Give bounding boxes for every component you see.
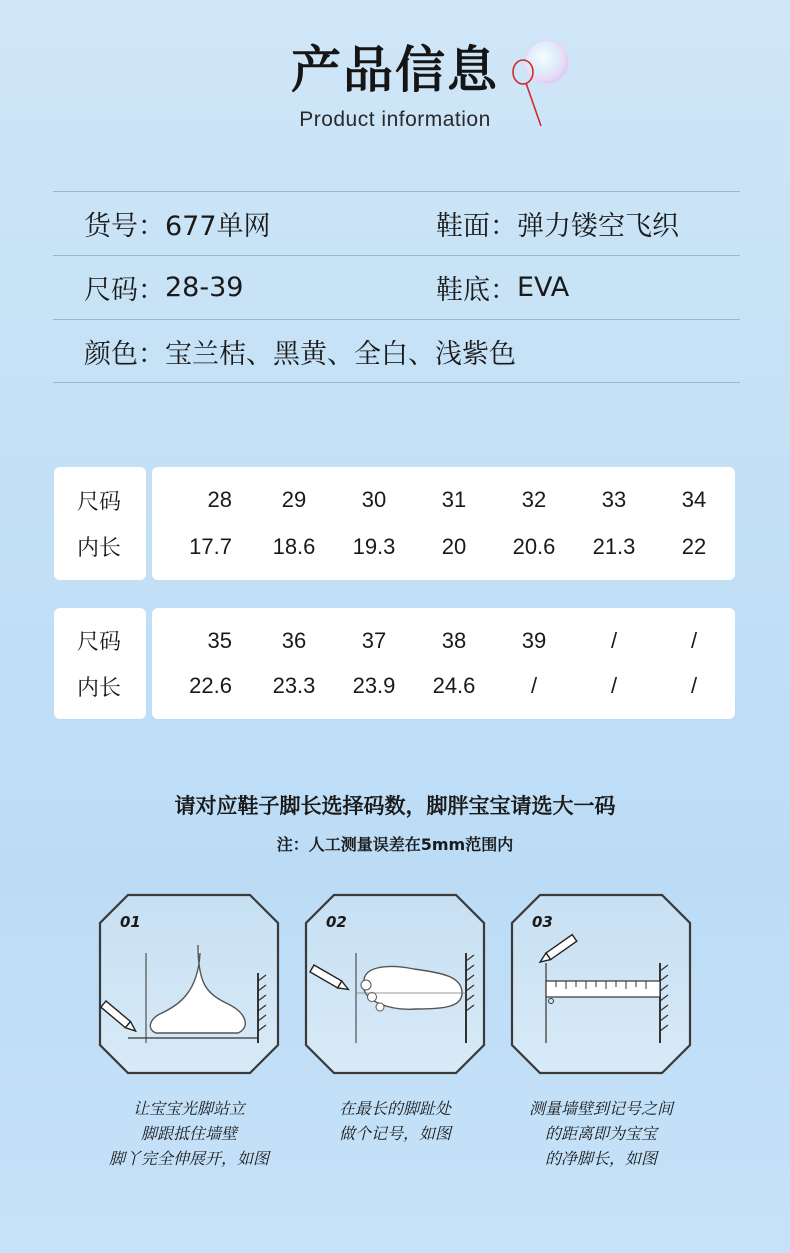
length-cell: / bbox=[530, 673, 538, 699]
length-cell: 17.7 bbox=[189, 533, 232, 559]
step-3 bbox=[510, 893, 692, 1168]
step-3-number: 03 bbox=[532, 913, 553, 931]
sole-value: EVA bbox=[517, 272, 570, 303]
length-cell: 24.6 bbox=[432, 673, 476, 699]
product-info-list bbox=[53, 191, 740, 383]
step-2 bbox=[304, 893, 486, 1143]
size-table-1 bbox=[54, 467, 735, 580]
size-cell: 28 bbox=[207, 487, 232, 513]
step-3-illustration bbox=[510, 893, 692, 1075]
size-row bbox=[152, 487, 735, 513]
length-row-label: 内长 bbox=[77, 675, 122, 701]
sole-label: 鞋底： bbox=[436, 275, 517, 306]
step-2-number: 02 bbox=[326, 913, 347, 931]
length-row bbox=[152, 673, 735, 699]
length-cell: 23.9 bbox=[352, 673, 396, 699]
size-cell: 36 bbox=[281, 627, 307, 653]
length-cell: 22 bbox=[681, 533, 707, 559]
size-cell: 38 bbox=[441, 627, 467, 653]
size-table-values bbox=[152, 608, 735, 719]
size-label: 尺码： bbox=[84, 275, 165, 306]
size-cell: 34 bbox=[681, 487, 707, 513]
step-1-number: 01 bbox=[120, 913, 141, 931]
size-row-label: 尺码 bbox=[77, 489, 122, 515]
upper-label: 鞋面： bbox=[436, 211, 517, 242]
info-row-size bbox=[53, 255, 740, 319]
length-cell: 18.6 bbox=[272, 533, 316, 559]
size-value: 28-39 bbox=[165, 272, 244, 303]
step-1-caption: 让宝宝光脚站立 脚跟抵住墙壁 脚丫完全伸展开，如图 bbox=[108, 1099, 269, 1168]
size-cell: / bbox=[690, 627, 698, 653]
size-cell: 29 bbox=[281, 487, 307, 513]
size-cell: 39 bbox=[521, 627, 547, 653]
step-3-caption: 测量墙壁到记号之间 的距离即为宝宝 的净脚长，如图 bbox=[528, 1099, 673, 1168]
size-cell: / bbox=[610, 627, 618, 653]
tip-note-text: 注：人工测量误差在5mm范围内 bbox=[276, 835, 514, 854]
length-cell: 20.6 bbox=[512, 533, 556, 559]
size-cell: 35 bbox=[207, 627, 232, 653]
step-1 bbox=[98, 893, 280, 1168]
page-title: 产品信息 bbox=[291, 41, 499, 99]
size-cell: 37 bbox=[361, 627, 387, 653]
length-cell: / bbox=[690, 673, 698, 699]
color-value: 宝兰桔、黑黄、全白、浅紫色 bbox=[165, 338, 516, 370]
size-cell: 30 bbox=[361, 487, 387, 513]
length-row bbox=[152, 534, 735, 560]
upper-value: 弹力镂空飞织 bbox=[517, 211, 679, 242]
size-table-labels bbox=[54, 608, 146, 719]
title-block bbox=[0, 40, 790, 132]
size-table-labels bbox=[54, 467, 146, 580]
length-cell: 19.3 bbox=[352, 533, 396, 559]
length-cell: 21.3 bbox=[592, 533, 636, 559]
length-cell: 20 bbox=[441, 533, 467, 559]
size-cell: 32 bbox=[521, 487, 547, 513]
measure-tip bbox=[0, 790, 790, 855]
bubble-wand-icon bbox=[505, 38, 577, 128]
length-row-label: 内长 bbox=[77, 536, 122, 562]
length-cell: 23.3 bbox=[272, 673, 316, 699]
info-row-color bbox=[53, 319, 740, 383]
step-2-caption: 在最长的脚趾处 做个记号，如图 bbox=[338, 1099, 451, 1143]
item-number-value: 677单网 bbox=[165, 211, 271, 242]
info-row-item-number bbox=[53, 191, 740, 255]
size-row-label: 尺码 bbox=[77, 630, 122, 656]
length-cell: 22.6 bbox=[189, 673, 232, 699]
size-table-values bbox=[152, 467, 735, 580]
step-2-illustration bbox=[304, 893, 486, 1075]
page-subtitle: Product information bbox=[299, 108, 491, 131]
size-table-2 bbox=[54, 608, 735, 719]
size-row bbox=[152, 628, 735, 654]
size-cell: 31 bbox=[441, 487, 467, 513]
length-cell: / bbox=[610, 673, 618, 699]
item-number-label: 货号： bbox=[84, 211, 165, 242]
step-1-illustration bbox=[98, 893, 280, 1075]
tip-main-text: 请对应鞋子脚长选择码数，脚胖宝宝请选大一码 bbox=[174, 794, 616, 818]
color-label: 颜色： bbox=[84, 338, 165, 370]
size-cell: 33 bbox=[601, 487, 627, 513]
